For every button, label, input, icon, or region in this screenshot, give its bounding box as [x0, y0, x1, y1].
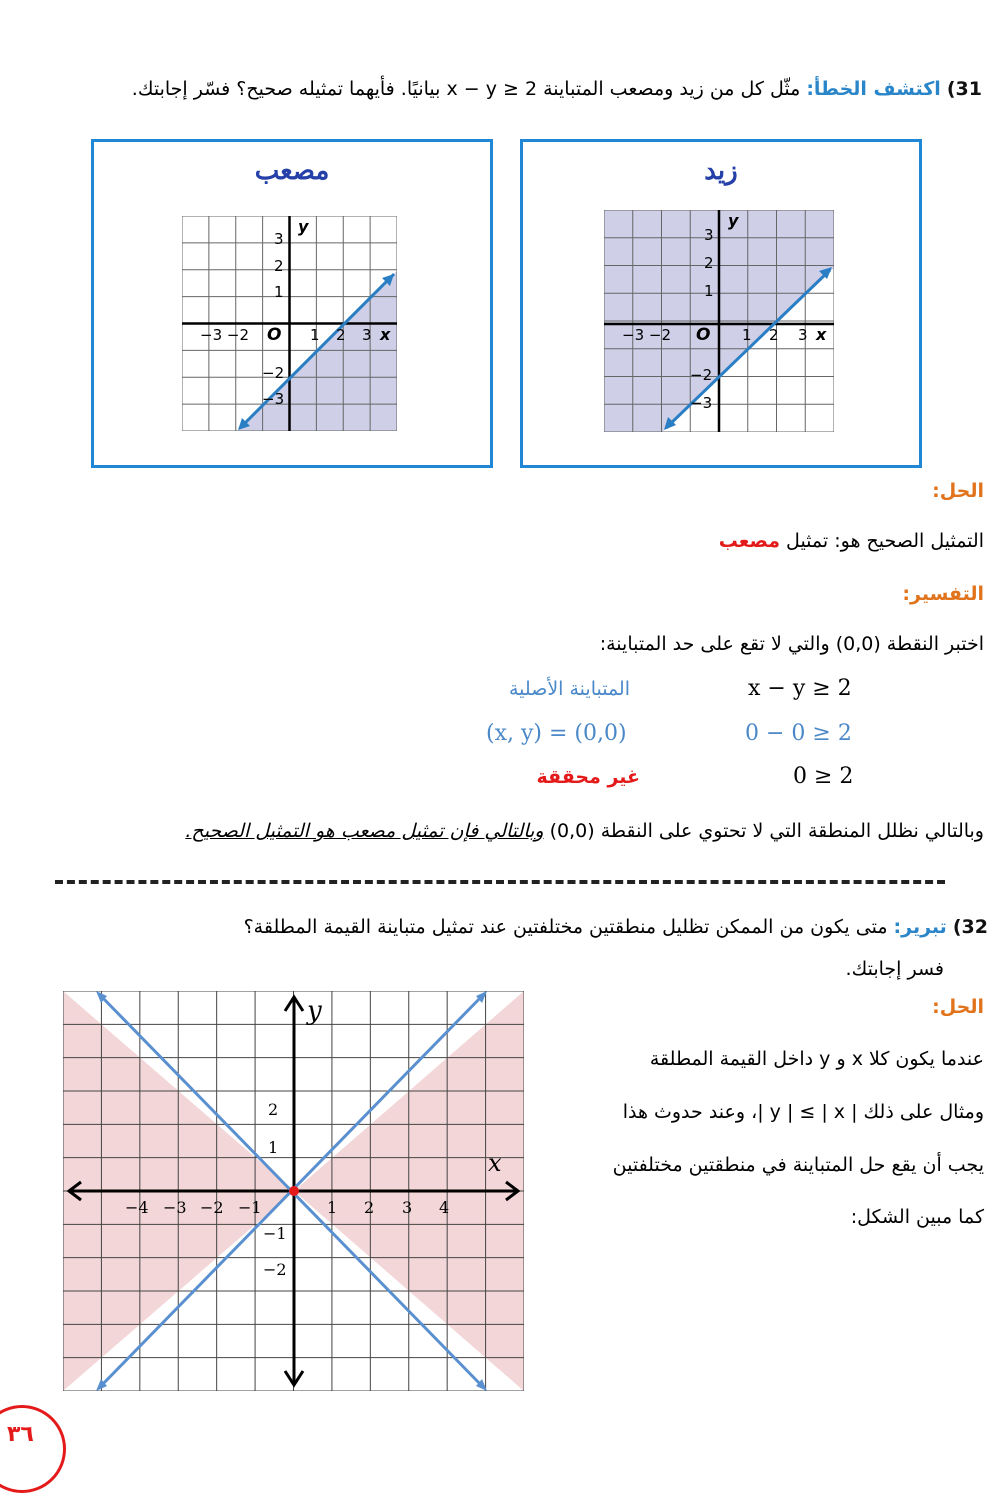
- y-tick: 3: [274, 230, 284, 248]
- x-neg-ticks: −3 −2: [200, 326, 249, 344]
- x-tick: 1: [327, 1198, 338, 1217]
- origin-point: [289, 1186, 299, 1196]
- y-tick: −2: [263, 1260, 287, 1279]
- x-tick: 3: [798, 326, 808, 344]
- conclusion: [185, 820, 984, 842]
- question-32-line2: فسر إجابتك.: [845, 958, 944, 980]
- answer-name: مصعب: [718, 530, 781, 552]
- graph-zaid: [604, 210, 834, 432]
- solution-heading: الحل:: [932, 996, 984, 1018]
- panel-title-musab: مصعب: [254, 156, 330, 186]
- question-number: 32): [952, 916, 988, 938]
- y-tick: 1: [268, 1138, 279, 1157]
- y-tick: 3: [704, 226, 714, 244]
- y-tick: −1: [263, 1224, 287, 1243]
- y-tick: −2: [262, 364, 285, 382]
- y-tick: 1: [704, 282, 714, 300]
- solution-line: ومثال على ذلك | y | ≤ | x |، وعند حدوث هذا: [622, 1101, 984, 1123]
- inequality-original: x − y ≥ 2: [748, 676, 852, 701]
- x-tick: 3: [362, 326, 372, 344]
- y-tick: 1: [274, 283, 284, 301]
- x-neg-ticks: −3 −2: [622, 326, 671, 344]
- question-text: مثّل كل من زيد ومصعب المتباينة x − y ≥ 2 بيانيًا. فأيهما تمثيله صحيح؟ فسّر إجابتك.: [131, 78, 801, 100]
- label-point: (x, y) = (0,0): [486, 721, 627, 746]
- label-original: المتباينة الأصلية: [508, 678, 630, 700]
- x-axis-label: x: [380, 325, 391, 344]
- x-tick: 1: [742, 326, 752, 344]
- conclusion-part-a: وبالتالي نظلل المنطقة التي لا تحتوي على النقطة (0,0): [543, 820, 984, 842]
- x-tick: −4: [125, 1198, 149, 1217]
- panel-zaid: [520, 139, 922, 468]
- y-axis-label: y: [728, 211, 739, 230]
- x-tick: −1: [238, 1198, 262, 1217]
- test-point-text: اختبر النقطة (0,0) والتي لا تقع على حد المتباينة:: [599, 633, 984, 655]
- y-tick: −3: [690, 394, 713, 412]
- panel-musab: [91, 139, 493, 468]
- x-tick: 4: [439, 1198, 450, 1217]
- x-axis-label: x: [488, 1149, 502, 1177]
- x-tick: 2: [364, 1198, 375, 1217]
- y-tick: 2: [268, 1100, 279, 1119]
- x-axis-label: x: [816, 325, 827, 344]
- inequality-result: 0 ≥ 2: [793, 764, 854, 789]
- x-tick: 1: [310, 326, 320, 344]
- inequality-substituted: 0 − 0 ≥ 2: [745, 721, 852, 746]
- page-number-badge: [0, 1405, 66, 1493]
- graph-musab: [182, 216, 397, 431]
- x-tick: 2: [336, 326, 346, 344]
- section-divider: [55, 880, 945, 884]
- y-tick: 2: [704, 254, 714, 272]
- question-31: [10, 78, 982, 100]
- conclusion-part-b: وبالتالي فإن تمثيل مصعب هو التمثيل الصحيح.: [185, 820, 544, 842]
- graph-absolute-value: [63, 991, 524, 1391]
- x-tick: −3: [163, 1198, 187, 1217]
- question-32: [244, 916, 988, 938]
- question-tag: تبرير:: [893, 916, 947, 938]
- solution-line: عندما يكون كلا x و y داخل القيمة المطلقة: [649, 1048, 984, 1070]
- page-number: ٣٦: [7, 1422, 34, 1447]
- y-tick: −3: [262, 390, 285, 408]
- solution-line: كما مبين الشكل:: [850, 1206, 984, 1228]
- origin-label: O: [267, 325, 282, 345]
- explain-heading: التفسير:: [902, 583, 984, 605]
- question-number: 31): [946, 78, 982, 100]
- panel-title-zaid: زيد: [704, 156, 738, 186]
- solution-line: يجب أن يقع حل المتباينة في منطقتين مختلفتين: [612, 1154, 984, 1176]
- answer-line: [719, 530, 984, 552]
- x-tick: 2: [769, 326, 779, 344]
- question-tag: اكتشف الخطأ:: [806, 78, 941, 100]
- x-tick: −2: [200, 1198, 224, 1217]
- result-label: غير محققة: [536, 766, 640, 788]
- y-tick: −2: [690, 366, 713, 384]
- origin-label: O: [696, 325, 711, 345]
- answer-prefix: التمثيل الصحيح هو: تمثيل: [780, 530, 984, 552]
- y-axis-label: y: [307, 996, 322, 1026]
- y-axis-label: y: [298, 217, 309, 236]
- x-tick: 3: [402, 1198, 413, 1217]
- y-tick: 2: [274, 257, 284, 275]
- solution-heading: الحل:: [932, 480, 984, 502]
- question-text: متى يكون من الممكن تظليل منطقتين مختلفتين عند تمثيل متباينة القيمة المطلقة؟: [243, 916, 888, 938]
